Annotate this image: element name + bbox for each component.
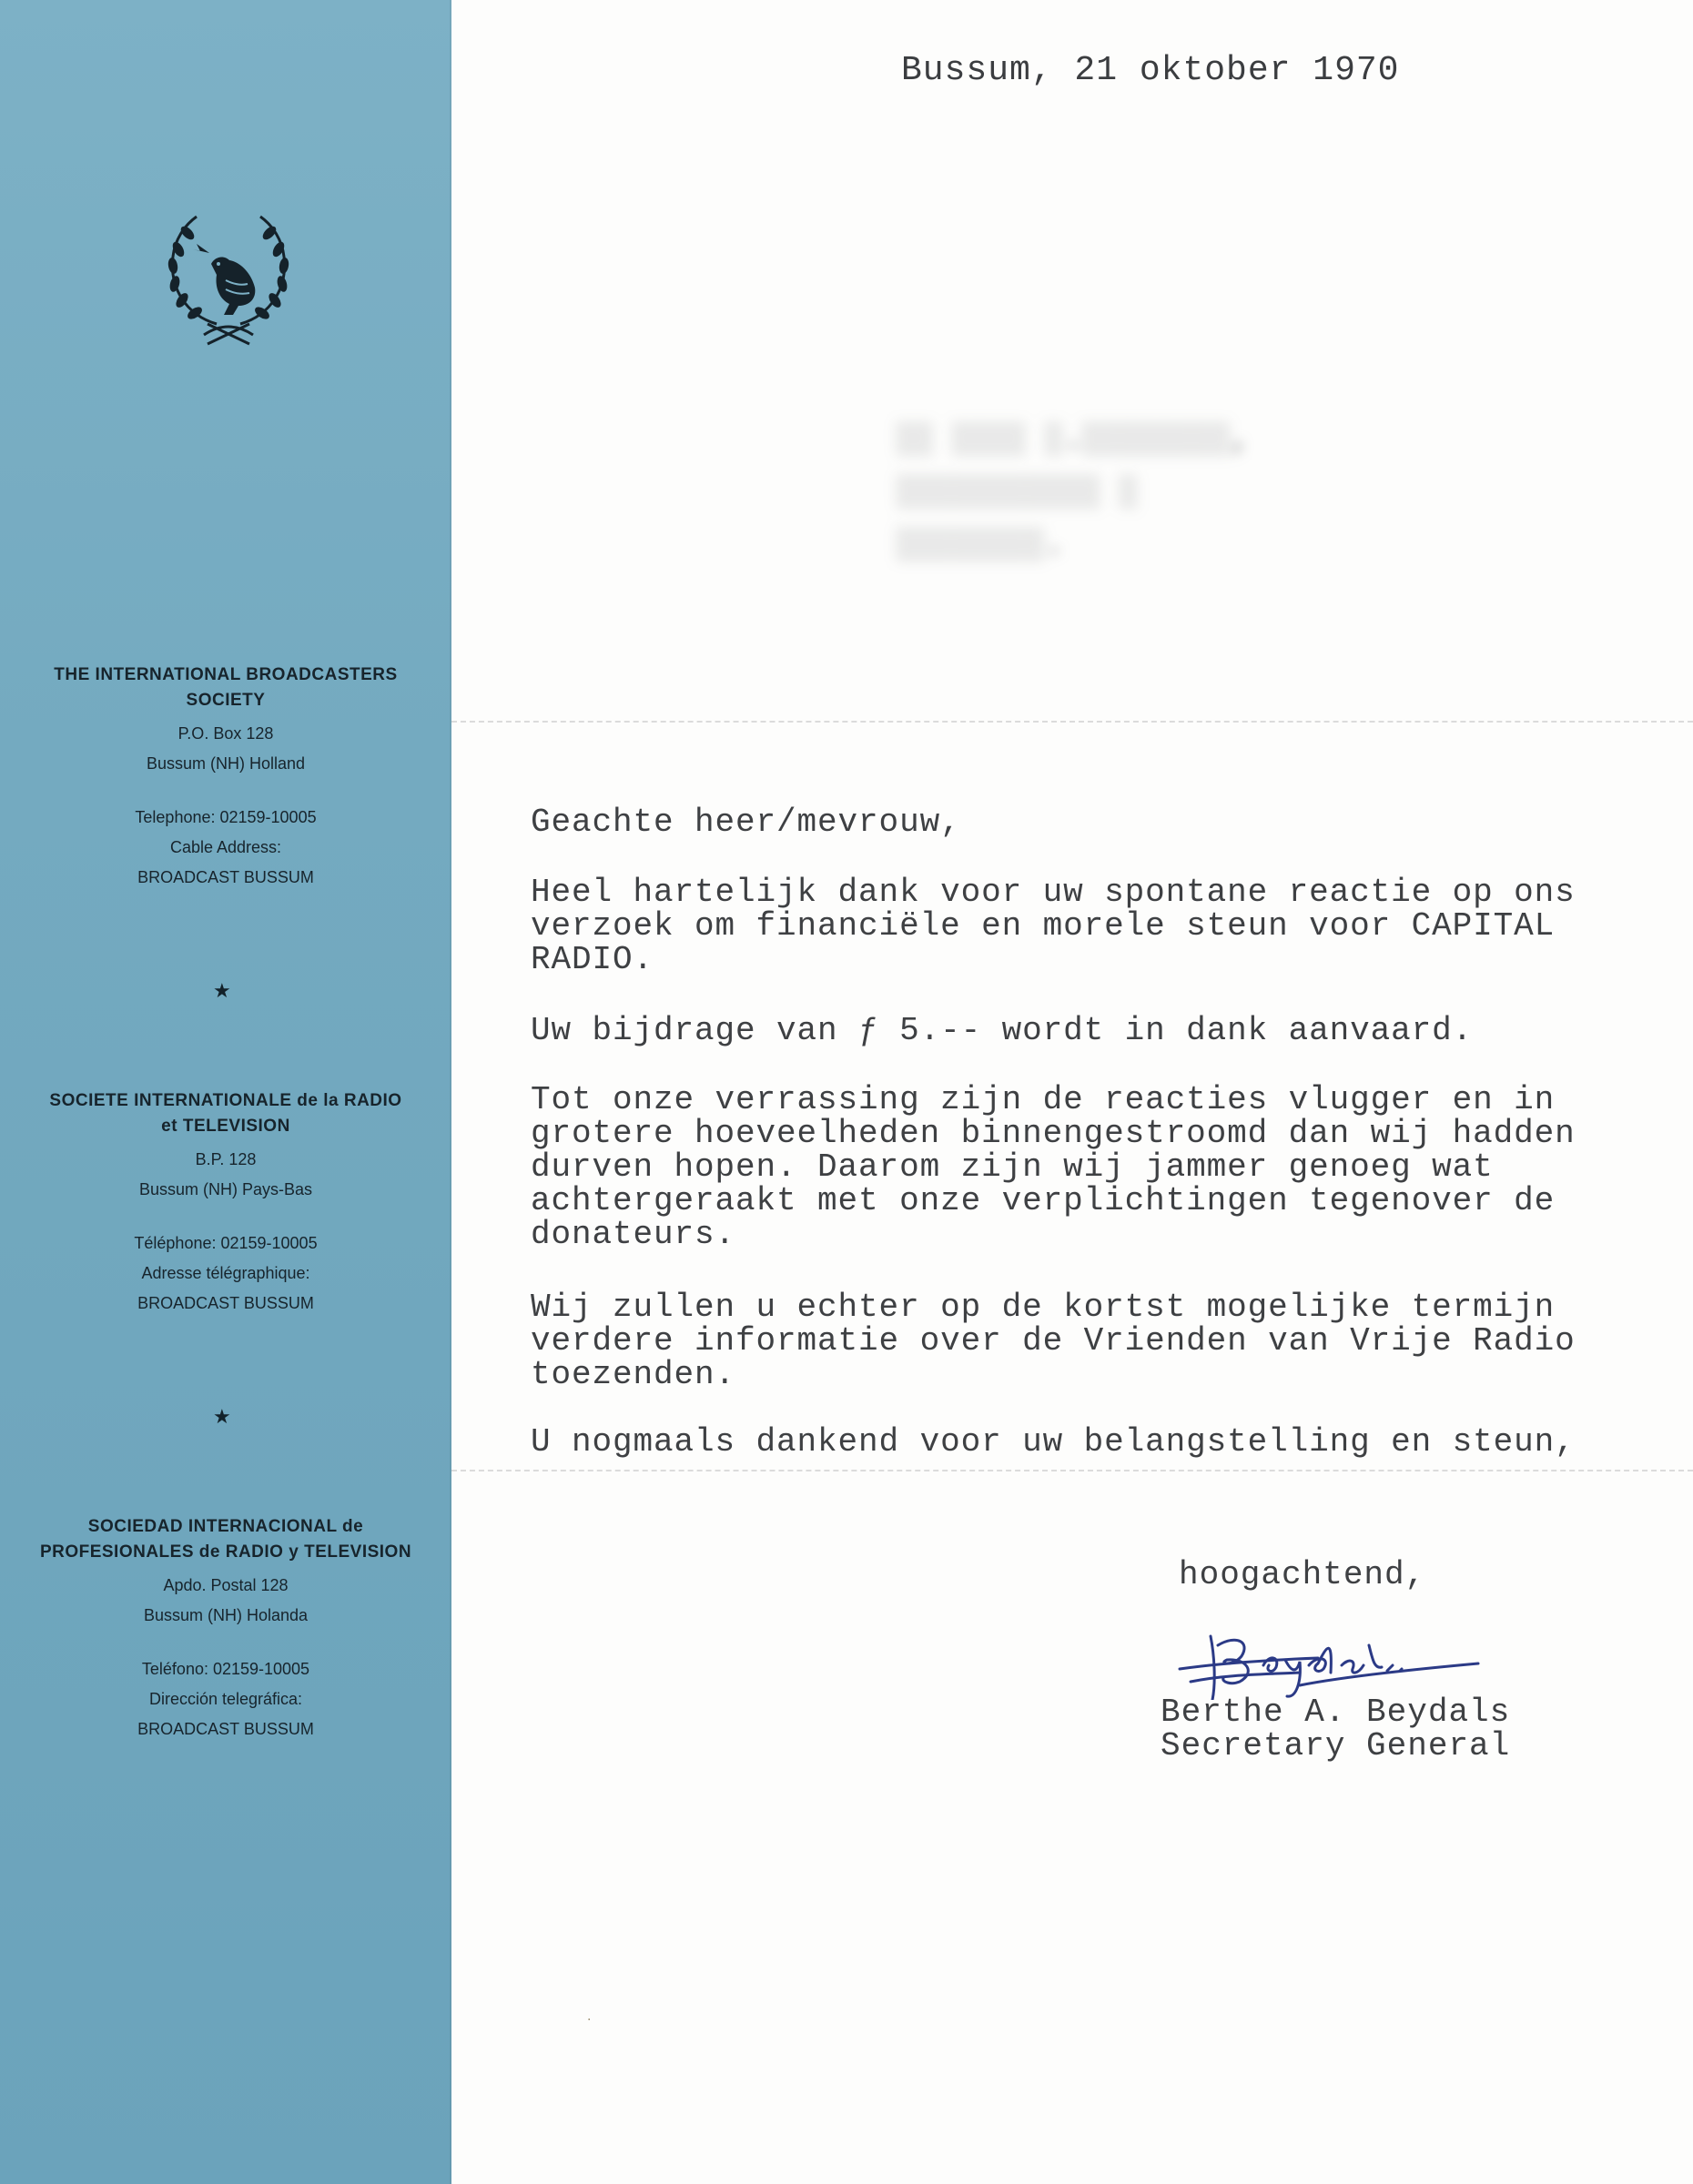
paragraph-information: Wij zullen u echter op de kortst mogelijke termijn verdere informatie over de Vrienden van Vrije Radio toezenden. xyxy=(531,1289,1576,1393)
org-name-english: THE INTERNATIONAL BROADCASTERS SOCIETY xyxy=(54,665,398,710)
org-name-spanish: SOCIEDAD INTERNACIONAL de PROFESIONALES de RADIO y TELEVISION xyxy=(39,1517,412,1562)
org-address-line2: Bussum (NH) Holland xyxy=(146,754,306,773)
org-telephone: Telephone: 02159-10005 xyxy=(135,808,317,826)
org-address-line2: Bussum (NH) Pays-Bas xyxy=(138,1180,313,1198)
org-block-spanish xyxy=(0,1514,451,1744)
letter-date: Bussum, 21 oktober 1970 xyxy=(901,51,1400,90)
org-name-french: SOCIETE INTERNATIONALE de la RADIO et TELEVISION xyxy=(49,1091,402,1136)
signatory-block xyxy=(1161,1695,1510,1763)
org-address-line1: B.P. 128 xyxy=(195,1150,257,1168)
org-block-english xyxy=(0,662,451,893)
separator-star: ★ xyxy=(213,980,231,1003)
letterhead-band xyxy=(0,0,451,2184)
dove-laurel-wreath-icon xyxy=(160,207,297,353)
paper-fold-line xyxy=(451,1470,1693,1471)
paragraph-reactions: Tot onze verrassing zijn de reacties vlugger en in grotere hoeveelheden binnengestroomd dan wij hadden durven hopen. Daarom zijn wij jammer genoeg wat achtergeraakt met onze verplichtingen tegenover de donateurs. xyxy=(531,1081,1576,1253)
org-cable-label: Adresse télégraphique: xyxy=(141,1264,310,1282)
org-address-line2: Bussum (NH) Holanda xyxy=(143,1606,309,1624)
paper-fold-line xyxy=(451,721,1693,723)
org-cable-address: BROADCAST BUSSUM xyxy=(137,1294,314,1312)
paragraph-thanks: Heel hartelijk dank voor uw spontane reactie op ons verzoek om financiële en morele steun voor CAPITAL RADIO. xyxy=(531,874,1576,978)
closing-phrase: hoogachtend, xyxy=(1179,1556,1426,1593)
handwritten-signature xyxy=(1163,1618,1491,1700)
org-telephone: Teléfono: 02159-10005 xyxy=(141,1660,310,1678)
org-cable-address: BROADCAST BUSSUM xyxy=(137,1720,314,1738)
paragraph-contribution: Uw bijdrage van ƒ 5.-- wordt in dank aanvaard. xyxy=(531,1012,1474,1049)
org-cable-label: Dirección telegráfica: xyxy=(148,1690,303,1708)
org-block-french xyxy=(0,1088,451,1319)
org-address-line1: Apdo. Postal 128 xyxy=(163,1576,289,1594)
paper-speck: · xyxy=(587,2013,592,2027)
org-address-line1: P.O. Box 128 xyxy=(177,724,274,743)
signatory-title: Secretary General xyxy=(1161,1727,1511,1764)
paragraph-final-thanks: U nogmaals dankend voor uw belangstelling en steun, xyxy=(531,1423,1576,1461)
salutation: Geachte heer/mevrouw, xyxy=(531,804,961,841)
separator-star: ★ xyxy=(213,1406,231,1429)
recipient-address-redacted: ░░ ░░░░ ░.░░░░░░░░, ░░░░░░░░░░░ ░ ░░░░░░░░. xyxy=(897,423,1250,563)
org-cable-label: Cable Address: xyxy=(169,838,282,856)
org-telephone: Téléphone: 02159-10005 xyxy=(134,1234,318,1252)
org-cable-address: BROADCAST BUSSUM xyxy=(137,868,314,886)
signatory-name: Berthe A. Beydals xyxy=(1161,1694,1511,1731)
